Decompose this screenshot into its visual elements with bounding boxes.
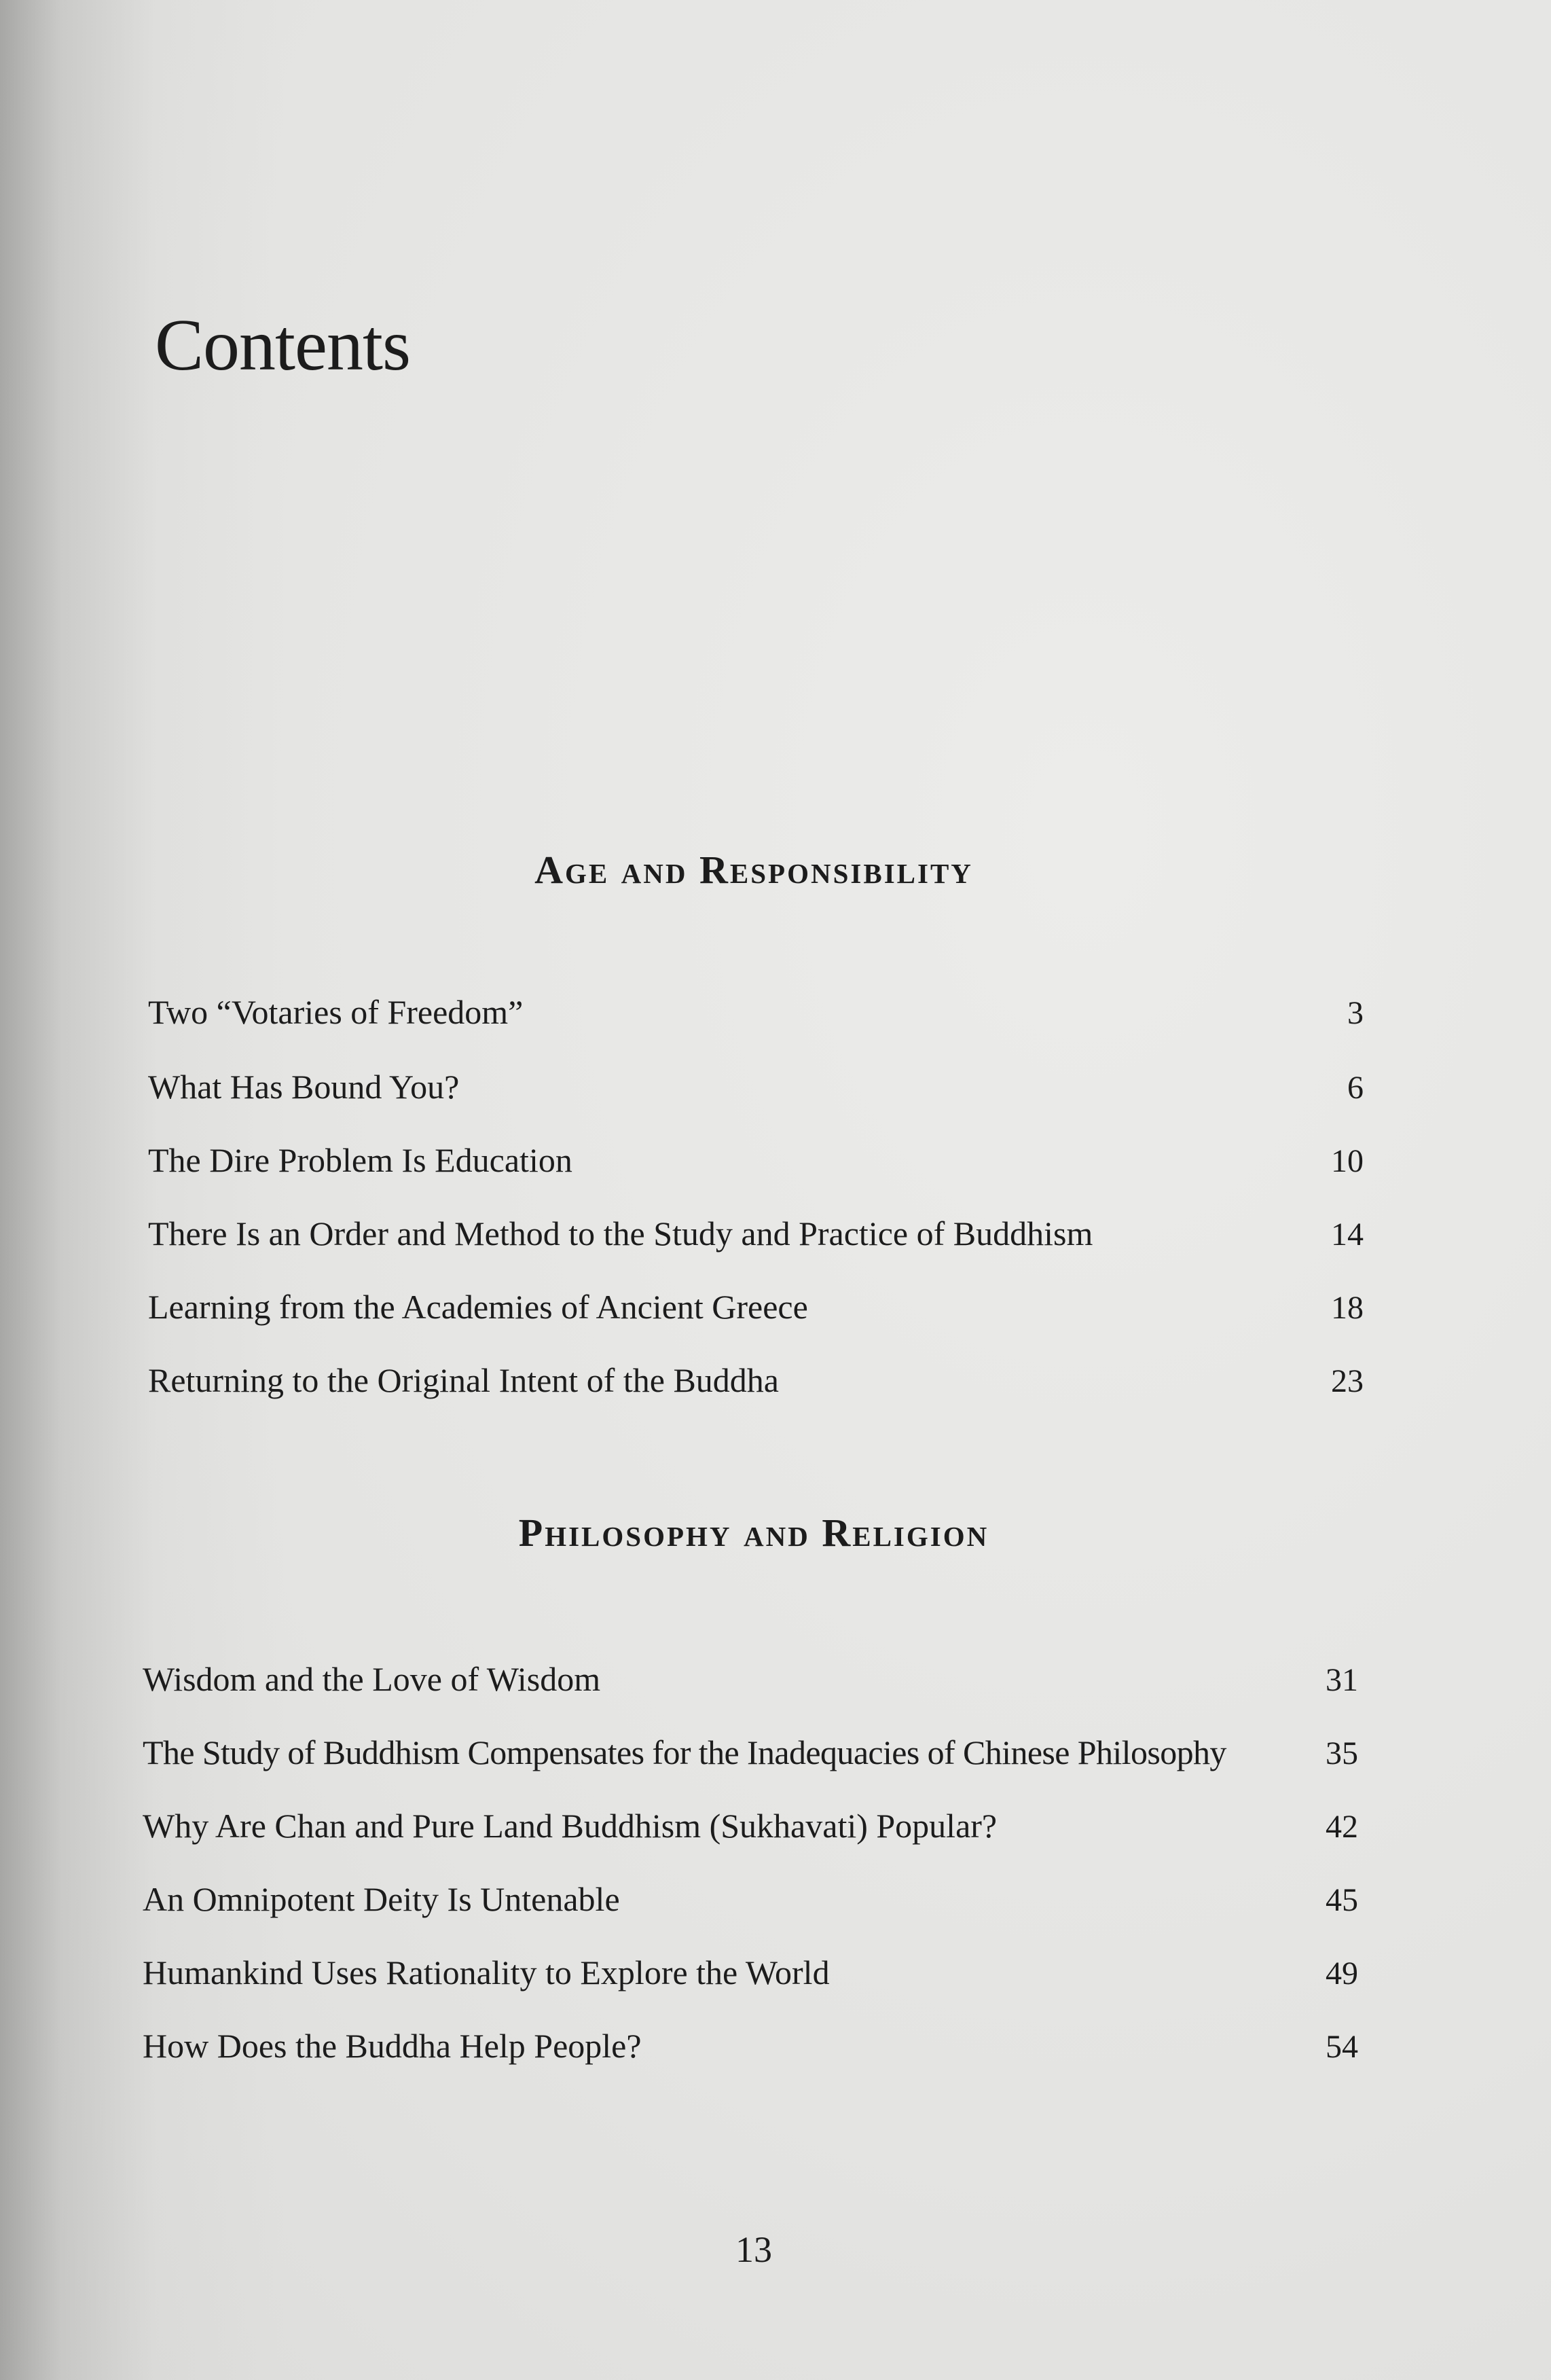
toc-entry-page: 10: [1331, 1143, 1364, 1179]
toc-entry: [143, 2019, 1358, 2073]
section-heading-age-and-responsibility: Age and Responsibility: [534, 848, 973, 892]
toc-entry-page: 6: [1347, 1070, 1364, 1106]
toc-entry: [148, 985, 1364, 1039]
page-title: Contents: [155, 305, 411, 386]
toc-entry-title: The Study of Buddhism Compensates for the Inadequacies of Chinese Philosophy: [143, 1733, 1226, 1771]
toc-entry-title: The Dire Problem Is Education: [148, 1141, 572, 1179]
toc-entry-title: Wisdom and the Love of Wisdom: [143, 1660, 601, 1698]
page-number: 13: [735, 2229, 772, 2270]
toc-entry: [148, 1206, 1364, 1261]
toc-entry-title: How Does the Buddha Help People?: [143, 2027, 642, 2065]
toc-entry-page: 54: [1326, 2029, 1358, 2065]
toc-entry-page: 35: [1326, 1735, 1358, 1771]
toc-entry-title: Why Are Chan and Pure Land Buddhism (Sukhavati) Popular?: [143, 1807, 998, 1845]
section-heading-philosophy-and-religion: Philosophy and Religion: [518, 1511, 989, 1555]
toc-entry: [143, 1799, 1358, 1853]
toc-entry-page: 23: [1331, 1363, 1364, 1399]
toc-entry-title: Two “Votaries of Freedom”: [148, 993, 524, 1031]
toc-entry: [143, 1872, 1358, 1926]
toc-entry-page: 42: [1326, 1809, 1358, 1845]
toc-entry-page: 18: [1331, 1290, 1364, 1326]
toc-entry: [148, 1060, 1364, 1114]
toc-entry-title: An Omnipotent Deity Is Untenable: [143, 1880, 620, 1918]
toc-entry: [148, 1353, 1364, 1407]
toc-entry-title: Humankind Uses Rationality to Explore the World: [143, 1953, 830, 1991]
toc-entry-title: Learning from the Academies of Ancient Greece: [148, 1288, 808, 1326]
toc-entry-page: 49: [1326, 1955, 1358, 1991]
toc-entry: [143, 1725, 1358, 1780]
toc-entry-title: Returning to the Original Intent of the Buddha: [148, 1361, 779, 1399]
toc-entry-page: 45: [1326, 1882, 1358, 1918]
toc-entry: [148, 1133, 1364, 1187]
toc-entry-page: 3: [1347, 995, 1364, 1031]
toc-entry-page: 14: [1331, 1216, 1364, 1252]
toc-entry-title: There Is an Order and Method to the Study and Practice of Buddhism: [148, 1214, 1093, 1252]
toc-entry-title: What Has Bound You?: [148, 1068, 460, 1106]
toc-entry-page: 31: [1326, 1662, 1358, 1698]
toc-entry: [143, 1652, 1358, 1706]
toc-entry: [148, 1280, 1364, 1334]
toc-entry: [143, 1945, 1358, 2000]
